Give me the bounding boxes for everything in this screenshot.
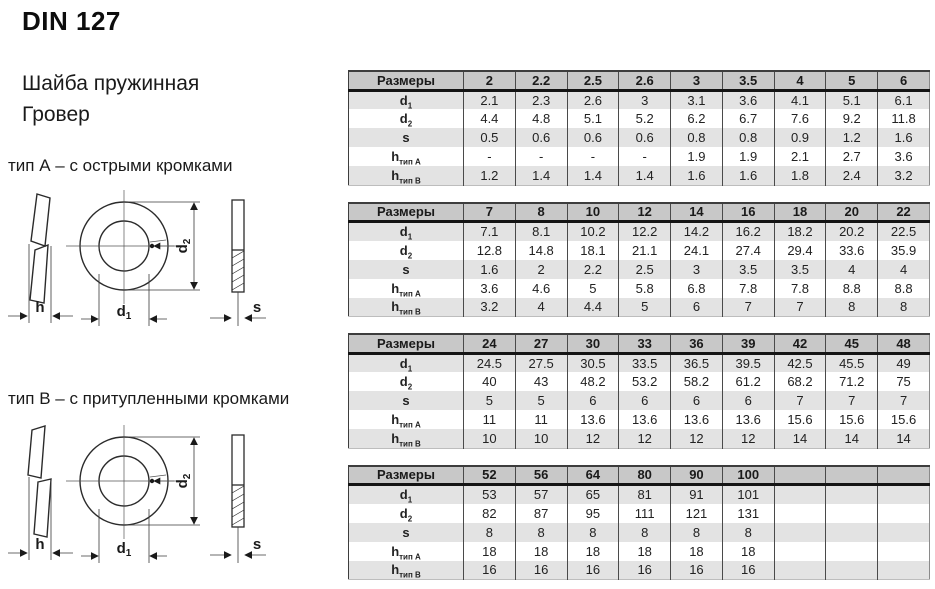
value-cell: 53.2 [619,372,671,391]
dimension-row [349,241,930,260]
value-cell: 15.6 [878,410,930,429]
value-cell [826,523,878,542]
value-cell: 7.8 [722,279,774,298]
value-cell: 1.4 [619,166,671,185]
value-cell: 4.8 [515,109,567,128]
size-column-header: 30 [567,334,619,353]
value-cell: 7.1 [464,222,516,241]
size-column-header: 36 [671,334,723,353]
value-cell: - [567,147,619,166]
value-cell: 2.7 [826,147,878,166]
size-column-header: 6 [878,71,930,90]
value-cell: 2.1 [464,90,516,109]
dimension-row [349,147,930,166]
size-column-header: 3.5 [722,71,774,90]
row-label: $d_1$ [399,355,413,372]
d1-label: $d_1$ [116,303,132,322]
value-cell: 8 [619,523,671,542]
value-cell: 16 [515,561,567,580]
value-cell: 8.1 [515,222,567,241]
size-column-header [774,466,826,485]
value-cell: 18 [464,542,516,561]
dimension-row [349,561,930,580]
dimension-row [349,504,930,523]
value-cell [878,561,930,580]
value-cell: 6 [619,391,671,410]
value-cell: 2.2 [567,260,619,279]
value-cell: 43 [515,372,567,391]
value-cell: - [515,147,567,166]
table-header-row [349,466,930,485]
value-cell: 20.2 [826,222,878,241]
value-cell: 57 [515,485,567,504]
value-cell: 36.5 [671,353,723,372]
value-cell: 8 [515,523,567,542]
value-cell: 11 [515,410,567,429]
value-cell: 12 [671,429,723,448]
value-cell: 3.5 [722,260,774,279]
value-cell: 4 [878,260,930,279]
type-a-washer-drawing [4,188,274,334]
h-label: h [35,536,45,553]
size-column-header: 27 [515,334,567,353]
value-cell: 3.6 [464,279,516,298]
center-lines [66,190,182,304]
value-cell: 16 [671,561,723,580]
value-cell: 7.6 [774,109,826,128]
value-cell: 2.3 [515,90,567,109]
value-cell: 16 [464,561,516,580]
value-cell: 30.5 [567,353,619,372]
value-cell [774,561,826,580]
value-cell: 5 [464,391,516,410]
size-column-header [826,466,878,485]
side-view [28,426,51,537]
value-cell: 18 [722,542,774,561]
value-cell: 40 [464,372,516,391]
value-cell: 8 [826,298,878,317]
value-cell: 8 [878,298,930,317]
row-label: $h_{тип А}$ [391,412,421,429]
size-column-header: 64 [567,466,619,485]
value-cell [878,523,930,542]
value-cell: 4.6 [515,279,567,298]
value-cell: 53 [464,485,516,504]
value-cell [774,542,826,561]
value-cell: 7 [774,298,826,317]
center-lines [66,425,182,539]
sizes-header-label: Размеры [349,71,464,90]
dimension-row [349,128,930,147]
value-cell: 8 [722,523,774,542]
d2-label: $d_2$ [174,473,193,489]
product-name [22,68,199,130]
value-cell: 1.6 [722,166,774,185]
value-cell: 16 [619,561,671,580]
value-cell: 18 [671,542,723,561]
dimension-table-2 [348,202,930,318]
tables-panel [348,70,930,589]
value-cell: 14.8 [515,241,567,260]
size-column-header: 100 [722,466,774,485]
value-cell: 48.2 [567,372,619,391]
size-column-header: 4 [774,71,826,90]
value-cell: 3 [671,260,723,279]
value-cell: 12.2 [619,222,671,241]
value-cell: 8 [464,523,516,542]
size-column-header: 80 [619,466,671,485]
value-cell: 1.8 [774,166,826,185]
value-cell: 3.5 [774,260,826,279]
row-label: $h_{тип А}$ [391,280,421,298]
dimension-row [349,90,930,109]
value-cell: 18 [515,542,567,561]
row-label: $h_{тип В}$ [391,167,421,185]
value-cell: 68.2 [774,372,826,391]
value-cell: 9.2 [826,109,878,128]
value-cell: 1.9 [671,147,723,166]
value-cell [878,542,930,561]
value-cell: 11 [464,410,516,429]
row-label: s [402,524,410,540]
value-cell: 3 [619,90,671,109]
size-column-header: 18 [774,203,826,222]
sizes-header-label: Размеры [349,334,464,353]
dimension-row [349,429,930,448]
size-column-header: 22 [878,203,930,222]
size-column-header: 7 [464,203,516,222]
value-cell: 111 [619,504,671,523]
value-cell: 61.2 [722,372,774,391]
value-cell: 6 [567,391,619,410]
size-column-header: 33 [619,334,671,353]
value-cell: 8 [671,523,723,542]
value-cell: 16 [722,561,774,580]
value-cell: 0.9 [774,128,826,147]
value-cell: 95 [567,504,619,523]
dimension-row [349,410,930,429]
size-column-header: 12 [619,203,671,222]
value-cell: 7 [774,391,826,410]
row-label: s [402,261,410,277]
dimension-row [349,222,930,241]
value-cell: 2.5 [619,260,671,279]
value-cell: 16 [567,561,619,580]
value-cell [878,485,930,504]
value-cell: 101 [722,485,774,504]
sizes-header-label: Размеры [349,203,464,222]
value-cell: 3.2 [878,166,930,185]
value-cell [774,485,826,504]
value-cell: 27.4 [722,241,774,260]
value-cell: 0.8 [671,128,723,147]
value-cell: 131 [722,504,774,523]
value-cell: 29.4 [774,241,826,260]
value-cell: 24.5 [464,353,516,372]
dimension-table-4 [348,465,930,581]
value-cell: 7 [722,298,774,317]
value-cell: 7 [826,391,878,410]
value-cell: 4.4 [567,298,619,317]
row-label: $d_2$ [399,242,413,260]
value-cell: 5.8 [619,279,671,298]
value-cell: 82 [464,504,516,523]
table-header-row [349,203,930,222]
value-cell: 22.5 [878,222,930,241]
value-cell: 24.1 [671,241,723,260]
value-cell: 5.2 [619,109,671,128]
value-cell: 1.6 [464,260,516,279]
size-column-header: 10 [567,203,619,222]
value-cell: 2.6 [567,90,619,109]
table-header-row [349,334,930,353]
size-column-header: 14 [671,203,723,222]
size-column-header: 16 [722,203,774,222]
type-b-caption: тип В – с притупленными кромками [8,389,290,408]
value-cell: 12 [619,429,671,448]
value-cell: 121 [671,504,723,523]
value-cell: 13.6 [671,410,723,429]
size-column-header: 52 [464,466,516,485]
value-cell: 2.1 [774,147,826,166]
row-label: $d_1$ [399,224,413,241]
d2-label: $d_2$ [174,238,193,254]
dimension-row [349,372,930,391]
value-cell: 14 [774,429,826,448]
value-cell [826,504,878,523]
value-cell: 33.5 [619,353,671,372]
row-label: $h_{тип В}$ [391,430,421,448]
dimension-row [349,109,930,128]
row-label: $d_1$ [399,487,413,504]
size-column-header: 42 [774,334,826,353]
value-cell [826,561,878,580]
value-cell: 16.2 [722,222,774,241]
dimension-row [349,260,930,279]
row-label: $d_2$ [399,374,413,391]
row-label: $h_{тип А}$ [391,149,421,166]
value-cell: - [619,147,671,166]
value-cell: - [464,147,516,166]
value-cell: 42.5 [774,353,826,372]
value-cell: 18 [567,542,619,561]
split-mark [150,244,154,248]
value-cell: 13.6 [619,410,671,429]
value-cell: 2 [515,260,567,279]
value-cell: 6.1 [878,90,930,109]
value-cell [826,542,878,561]
dimension-row [349,279,930,298]
value-cell: 1.4 [567,166,619,185]
value-cell [878,504,930,523]
page-title: DIN 127 [22,6,121,36]
value-cell: 18.2 [774,222,826,241]
type-a-caption: тип А – с острыми кромками [8,156,233,175]
value-cell: 4.1 [774,90,826,109]
h-label: h [35,299,45,316]
value-cell: 10 [515,429,567,448]
value-cell: 27.5 [515,353,567,372]
s-label: s [252,536,262,553]
value-cell: 1.4 [515,166,567,185]
value-cell: 5.1 [826,90,878,109]
row-label: $d_1$ [399,92,413,109]
dimension-row [349,485,930,504]
value-cell: 3.2 [464,298,516,317]
value-cell [774,504,826,523]
section-hatch [232,486,244,525]
value-cell: 7.8 [774,279,826,298]
product-name-line1: Шайба пружинная [22,72,200,95]
value-cell: 8 [567,523,619,542]
size-column-header [878,466,930,485]
value-cell: 87 [515,504,567,523]
value-cell: 10.2 [567,222,619,241]
dimension-row [349,298,930,317]
dimension-table-3 [348,333,930,449]
value-cell: 18 [619,542,671,561]
value-cell: 5.1 [567,109,619,128]
value-cell: 12.8 [464,241,516,260]
value-cell: 0.5 [464,128,516,147]
d1-label: $d_1$ [116,540,132,559]
dimension-row [349,353,930,372]
value-cell: 6.7 [722,109,774,128]
value-cell: 1.2 [464,166,516,185]
type-b-washer-drawing [4,420,274,572]
value-cell: 35.9 [878,241,930,260]
value-cell: 6 [671,391,723,410]
value-cell [774,523,826,542]
value-cell: 39.5 [722,353,774,372]
value-cell: 7 [878,391,930,410]
table-header-row [349,71,930,90]
side-view [30,194,50,303]
value-cell: 6.8 [671,279,723,298]
dimension-row [349,391,930,410]
value-cell: 2.4 [826,166,878,185]
size-column-header: 2.2 [515,71,567,90]
product-name-line2: Гровер [22,103,90,126]
section-hatch [232,251,244,290]
value-cell: 13.6 [567,410,619,429]
s-label: s [252,299,262,316]
size-column-header: 48 [878,334,930,353]
value-cell: 5 [515,391,567,410]
value-cell: 3.1 [671,90,723,109]
size-column-header: 2.6 [619,71,671,90]
value-cell: 1.9 [722,147,774,166]
value-cell: 14 [826,429,878,448]
row-label: s [402,393,410,408]
value-cell: 81 [619,485,671,504]
value-cell: 75 [878,372,930,391]
size-column-header: 2 [464,71,516,90]
value-cell: 0.6 [567,128,619,147]
value-cell: 11.8 [878,109,930,128]
value-cell: 12 [567,429,619,448]
value-cell: 58.2 [671,372,723,391]
value-cell: 71.2 [826,372,878,391]
value-cell: 5 [567,279,619,298]
dimension-table-1 [348,70,930,186]
value-cell: 49 [878,353,930,372]
value-cell: 18.1 [567,241,619,260]
value-cell: 3.6 [878,147,930,166]
value-cell: 8.8 [878,279,930,298]
value-cell: 14 [878,429,930,448]
value-cell: 91 [671,485,723,504]
value-cell [826,485,878,504]
value-cell: 4.4 [464,109,516,128]
value-cell: 0.6 [619,128,671,147]
size-column-header: 56 [515,466,567,485]
value-cell: 0.6 [515,128,567,147]
size-column-header: 3 [671,71,723,90]
value-cell: 13.6 [722,410,774,429]
dimension-row [349,523,930,542]
value-cell: 4 [515,298,567,317]
split-mark [150,479,154,483]
dimension-row [349,166,930,185]
value-cell: 1.6 [878,128,930,147]
value-cell: 1.2 [826,128,878,147]
value-cell: 14.2 [671,222,723,241]
value-cell: 15.6 [774,410,826,429]
value-cell: 5 [619,298,671,317]
size-column-header: 20 [826,203,878,222]
row-label: $d_2$ [399,111,413,128]
value-cell: 3.6 [722,90,774,109]
row-label: $h_{тип А}$ [391,543,421,561]
sizes-header-label: Размеры [349,466,464,485]
value-cell: 0.8 [722,128,774,147]
value-cell: 12 [722,429,774,448]
size-column-header: 8 [515,203,567,222]
row-label: $h_{тип В}$ [391,299,421,317]
value-cell: 6.2 [671,109,723,128]
row-label: $h_{тип В}$ [391,562,421,580]
value-cell: 1.6 [671,166,723,185]
value-cell: 15.6 [826,410,878,429]
size-column-header: 2.5 [567,71,619,90]
size-column-header: 45 [826,334,878,353]
size-column-header: 24 [464,334,516,353]
size-column-header: 90 [671,466,723,485]
value-cell: 6 [671,298,723,317]
value-cell: 21.1 [619,241,671,260]
value-cell: 65 [567,485,619,504]
value-cell: 10 [464,429,516,448]
value-cell: 45.5 [826,353,878,372]
value-cell: 33.6 [826,241,878,260]
value-cell: 8.8 [826,279,878,298]
row-label: s [402,130,410,145]
value-cell: 4 [826,260,878,279]
size-column-header: 39 [722,334,774,353]
row-label: $d_2$ [399,505,413,523]
value-cell: 6 [722,391,774,410]
dimension-row [349,542,930,561]
size-column-header: 5 [826,71,878,90]
